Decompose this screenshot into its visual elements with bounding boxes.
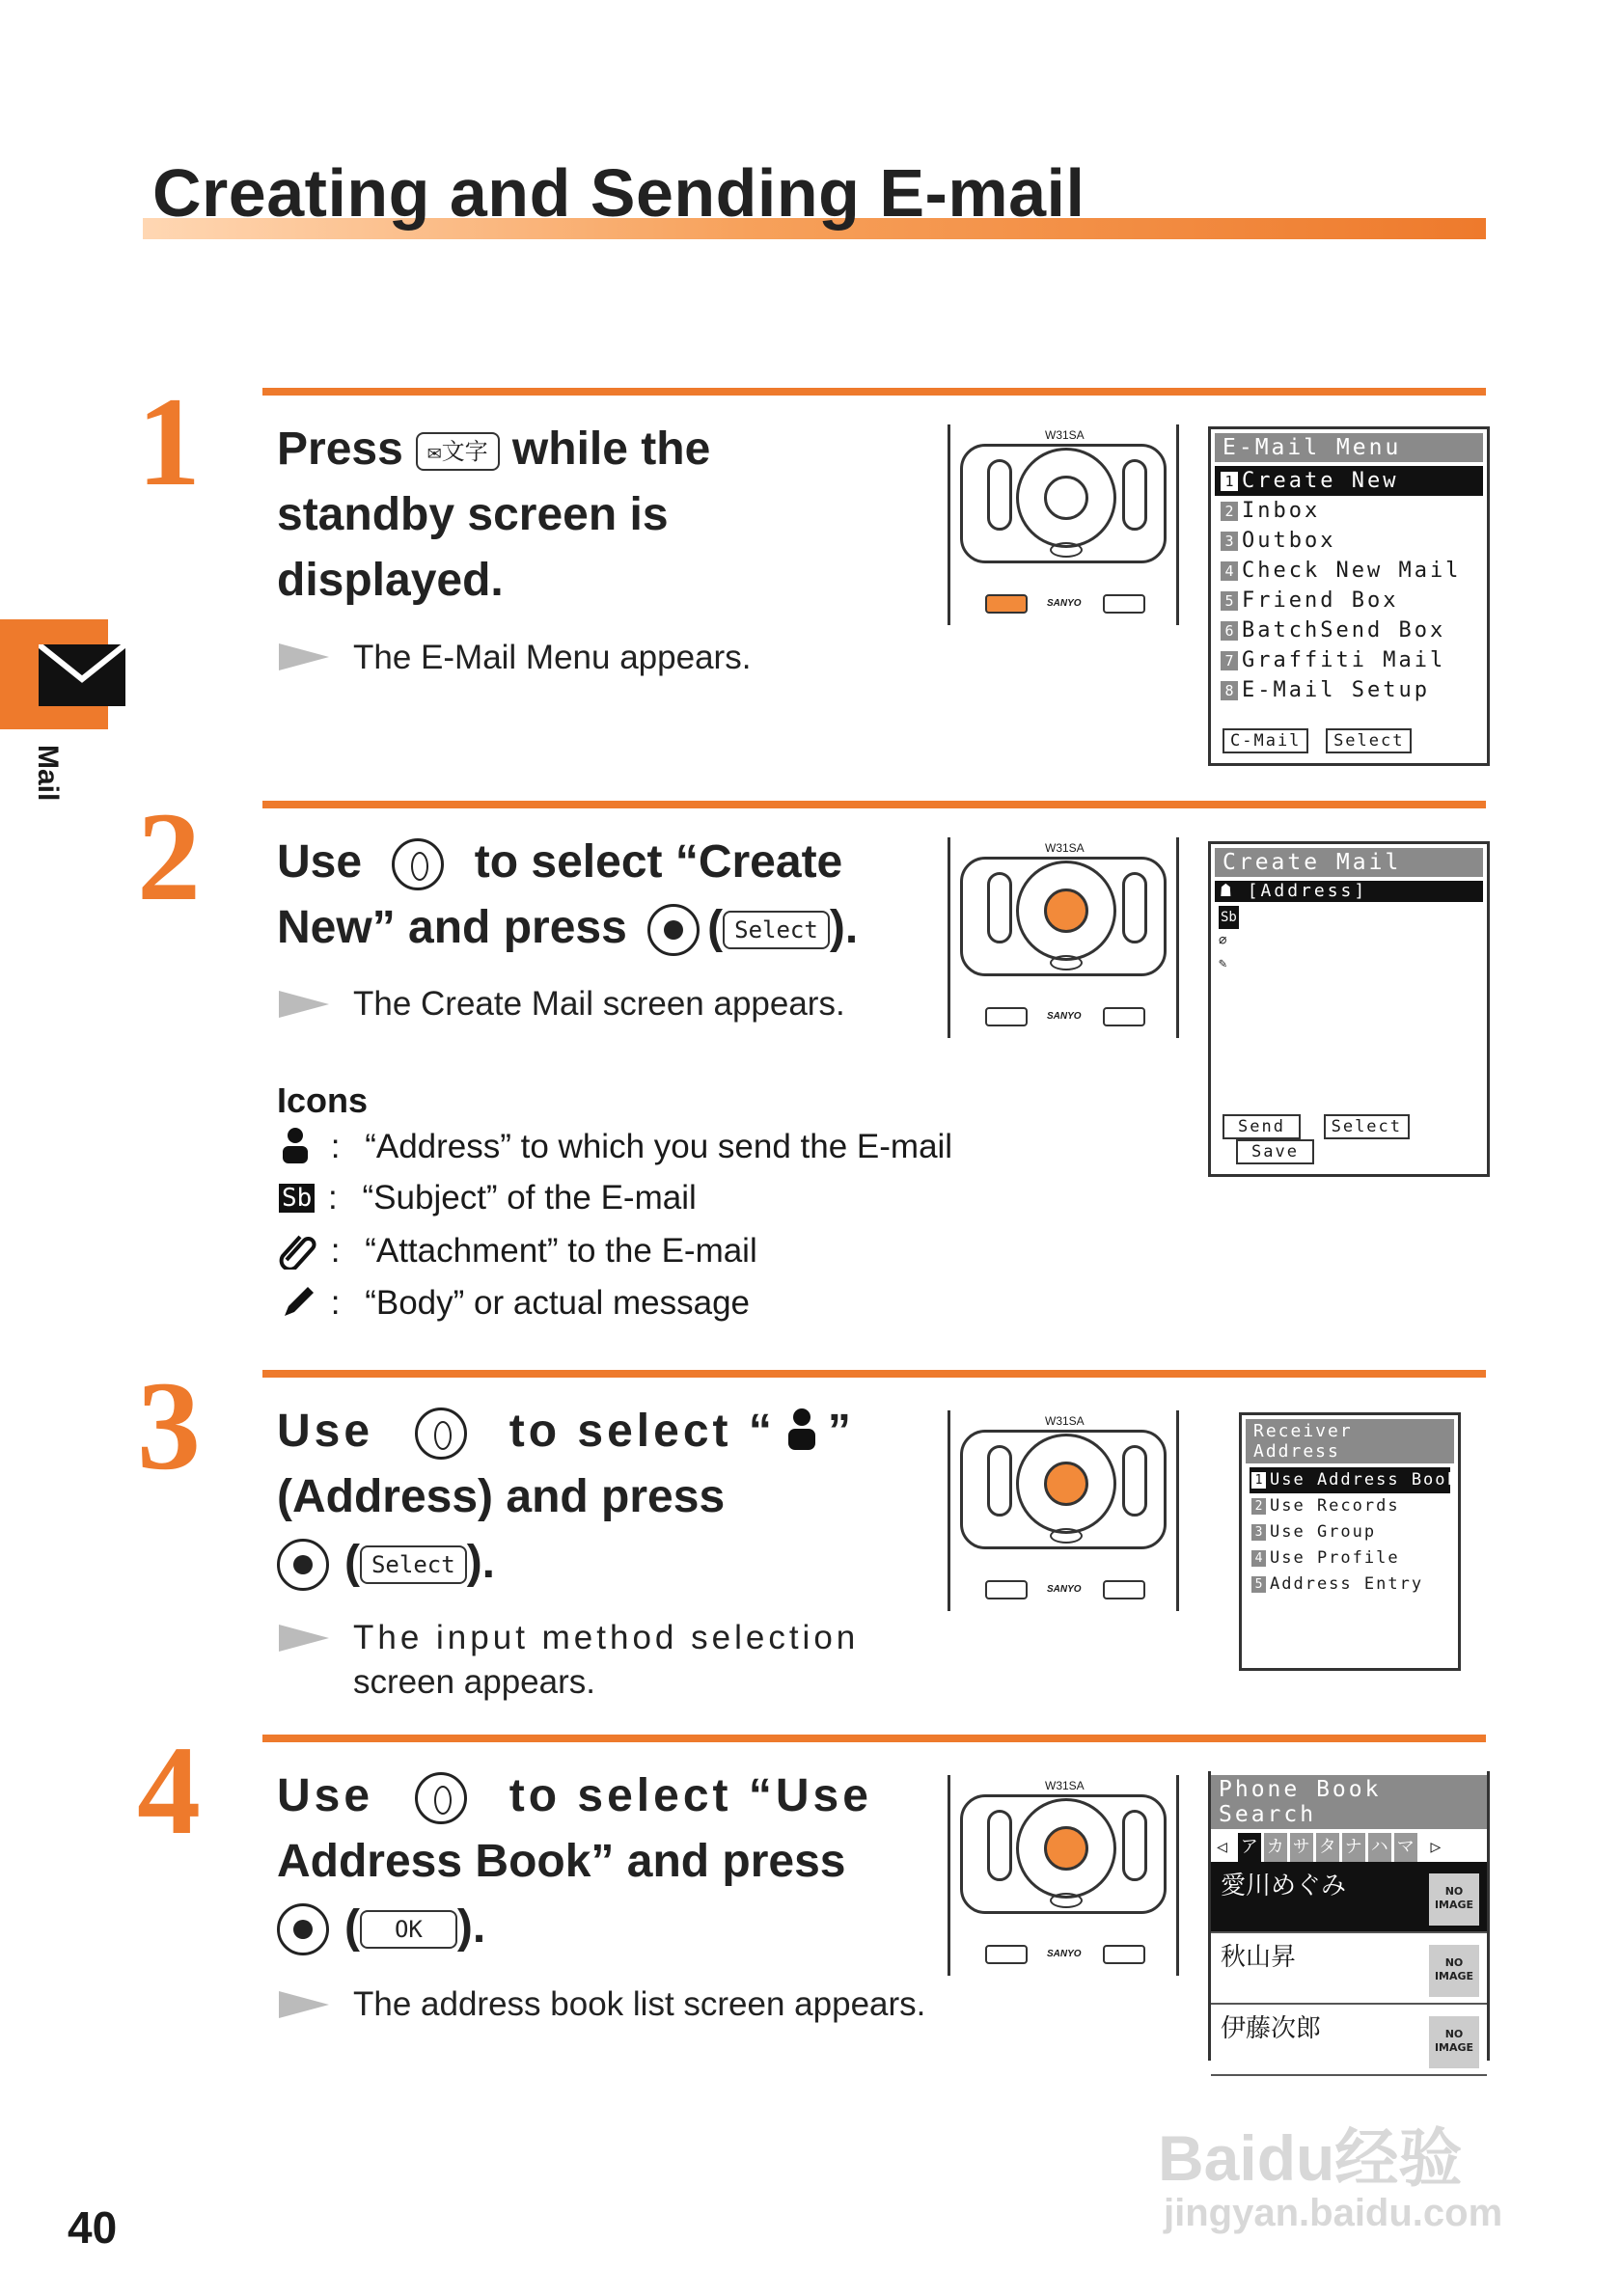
step-3-result: The input method selection xyxy=(353,1619,860,1656)
center-key xyxy=(1044,888,1088,933)
item-number: 4 xyxy=(1251,1550,1266,1567)
end-key xyxy=(1122,459,1147,531)
item-label: E-Mail Setup xyxy=(1242,678,1430,702)
select-softkey[interactable]: Select xyxy=(1326,728,1412,753)
select-softkey-icon: Select xyxy=(723,911,830,949)
paperclip-icon: ⌀ xyxy=(1219,933,1227,948)
clear-key xyxy=(1050,542,1083,558)
item-label: Create New xyxy=(1242,469,1399,493)
menu-item[interactable] xyxy=(1215,586,1483,615)
call-key xyxy=(987,1445,1012,1517)
navigation-key-icon xyxy=(392,838,444,890)
step-1-result: The E-Mail Menu appears. xyxy=(353,639,752,676)
symbol-softkey xyxy=(1103,594,1145,614)
kana-tabs: ◁ ア カ サ タ ナ ハ マ ▷ xyxy=(1211,1833,1487,1862)
step-2-rule xyxy=(262,801,1486,808)
step-1-text: displayed. xyxy=(277,555,504,606)
result-arrow-icon xyxy=(279,643,329,670)
step-4-text: ). xyxy=(456,1901,486,1953)
send-softkey[interactable]: Send xyxy=(1223,1114,1301,1139)
screen-title: Phone Book Search xyxy=(1211,1775,1487,1829)
watermark-logo: Baidu经验 xyxy=(1158,2122,1463,2194)
side-tab-label: Mail xyxy=(32,745,64,802)
pencil-icon xyxy=(279,1284,317,1322)
end-key xyxy=(1122,872,1147,943)
no-image-thumbnail: NO IMAGE xyxy=(1429,1873,1479,1926)
item-label: Outbox xyxy=(1242,529,1336,553)
kana-tab[interactable]: サ xyxy=(1290,1833,1313,1862)
contact-entry[interactable] xyxy=(1211,2005,1487,2076)
item-number: 3 xyxy=(1251,1524,1266,1541)
step-3-text: ” xyxy=(827,1406,855,1457)
select-softkey-icon: Select xyxy=(360,1545,467,1584)
mail-softkey xyxy=(985,1945,1028,1964)
brand-label: SANYO xyxy=(1047,598,1082,609)
call-key xyxy=(987,1810,1012,1881)
kana-tab[interactable]: マ xyxy=(1394,1833,1417,1862)
icon-legend-row: Sb : “Subject” of the E-mail xyxy=(279,1179,697,1217)
page-title: Creating and Sending E-mail xyxy=(152,155,1085,231)
step-3-text: (Address) and press xyxy=(277,1471,726,1522)
model-label: W31SA xyxy=(1045,841,1085,855)
center-key-icon xyxy=(277,1903,329,1955)
contact-name: 秋山昇 xyxy=(1221,1943,1297,1972)
menu-item[interactable] xyxy=(1215,526,1483,556)
end-key xyxy=(1122,1445,1147,1517)
center-key-icon xyxy=(277,1539,329,1591)
clear-key xyxy=(1050,1893,1083,1908)
item-number: 7 xyxy=(1221,651,1238,670)
menu-item[interactable] xyxy=(1215,556,1483,586)
page-number: 40 xyxy=(68,2202,118,2253)
mail-key-icon: ✉文字 xyxy=(416,432,499,471)
result-arrow-icon xyxy=(279,1625,329,1652)
screen-softkeys xyxy=(1223,1114,1487,1164)
step-2-result: The Create Mail screen appears. xyxy=(353,985,845,1023)
symbol-softkey xyxy=(1103,1945,1145,1964)
item-number: 3 xyxy=(1221,532,1238,551)
screen-title: E-Mail Menu xyxy=(1215,433,1483,462)
menu-item[interactable] xyxy=(1215,615,1483,645)
save-softkey[interactable]: Save xyxy=(1236,1139,1314,1164)
step-3-text: ). xyxy=(466,1537,496,1588)
step-3-text: Use xyxy=(277,1406,374,1457)
contact-entry[interactable] xyxy=(1211,1862,1487,1933)
contact-entry[interactable] xyxy=(1211,1933,1487,2005)
item-label: Friend Box xyxy=(1242,588,1399,613)
select-softkey[interactable]: Select xyxy=(1324,1114,1410,1139)
address-field[interactable] xyxy=(1215,881,1483,902)
ok-softkey-icon: OK xyxy=(360,1910,457,1949)
menu-item[interactable] xyxy=(1215,645,1483,675)
brand-label: SANYO xyxy=(1047,1949,1082,1959)
end-key xyxy=(1122,1810,1147,1881)
navigation-key-icon xyxy=(415,1408,467,1460)
envelope-icon xyxy=(39,644,125,706)
icon-legend-row: : “Address” to which you send the E-mail xyxy=(279,1127,952,1166)
center-key-icon xyxy=(647,904,700,956)
kana-tab[interactable]: ア xyxy=(1238,1833,1261,1862)
step-1-text: standby screen is xyxy=(277,489,669,540)
item-number: 5 xyxy=(1251,1576,1266,1593)
symbol-softkey xyxy=(1103,1580,1145,1599)
icon-legend-text: “Body” or actual message xyxy=(365,1284,750,1322)
step-3-result: screen appears. xyxy=(353,1663,595,1701)
step-1-text: while the xyxy=(511,424,711,475)
icons-heading: Icons xyxy=(277,1080,369,1120)
step-3-rule xyxy=(262,1370,1486,1378)
icon-legend-row: : “Attachment” to the E-mail xyxy=(279,1231,757,1271)
navigation-key-icon xyxy=(415,1772,467,1824)
contact-name: 愛川めぐみ xyxy=(1221,1872,1347,1900)
icon-legend-text: “Attachment” to the E-mail xyxy=(365,1232,757,1270)
step-2-text: Use xyxy=(277,836,363,888)
step-2-text: ). xyxy=(829,902,859,953)
item-number: 6 xyxy=(1221,621,1238,641)
step-3-text: to select “ xyxy=(508,1406,776,1457)
menu-item[interactable] xyxy=(1215,496,1483,526)
step-4-result: The address book list screen appears. xyxy=(353,1985,926,2023)
item-label: Check New Mail xyxy=(1242,559,1462,583)
icon-legend-row: : “Body” or actual message xyxy=(279,1283,750,1323)
kana-tab[interactable]: タ xyxy=(1316,1833,1339,1862)
no-image-thumbnail: NO IMAGE xyxy=(1429,1945,1479,1997)
phone-keypad-illustration xyxy=(948,1775,1179,1976)
watermark-url: jingyan.baidu.com xyxy=(1164,2192,1503,2234)
icon-legend-text: “Subject” of the E-mail xyxy=(362,1179,697,1216)
screen-title: Create Mail xyxy=(1215,848,1483,877)
receiver-address-screen xyxy=(1239,1412,1461,1671)
phone-keypad-illustration xyxy=(948,1410,1179,1611)
item-number: 2 xyxy=(1221,502,1238,521)
clear-key xyxy=(1050,1528,1083,1544)
model-label: W31SA xyxy=(1045,1414,1085,1428)
model-label: W31SA xyxy=(1045,1779,1085,1792)
pencil-icon: ✎ xyxy=(1219,956,1227,971)
item-label: Inbox xyxy=(1242,499,1321,523)
phone-keypad-illustration xyxy=(948,837,1179,1038)
item-label: Address Entry xyxy=(1270,1574,1424,1594)
c-mail-softkey[interactable]: C-Mail xyxy=(1223,728,1308,753)
kana-tab[interactable]: カ xyxy=(1264,1833,1287,1862)
screen-title: Receiver Address xyxy=(1246,1419,1454,1463)
person-icon xyxy=(776,1406,828,1457)
kana-tab[interactable]: ナ xyxy=(1342,1833,1365,1862)
phone-keypad-illustration xyxy=(948,424,1179,625)
contact-name: 伊藤次郎 xyxy=(1221,2014,1322,2043)
screen-softkeys xyxy=(1223,728,1412,753)
step-4-text: Use xyxy=(277,1770,374,1821)
mail-softkey xyxy=(985,1580,1028,1599)
call-key xyxy=(987,459,1012,531)
brand-label: SANYO xyxy=(1047,1011,1082,1022)
menu-item[interactable] xyxy=(1215,466,1483,496)
kana-tab[interactable]: ハ xyxy=(1368,1833,1391,1862)
phone-book-search-screen xyxy=(1208,1771,1490,2061)
step-2-text: to select “Create xyxy=(474,836,843,888)
step-4-text: Address Book” and press xyxy=(277,1836,846,1887)
no-image-thumbnail: NO IMAGE xyxy=(1429,2016,1479,2068)
item-number: 2 xyxy=(1251,1498,1266,1515)
step-4-instruction: Use to select “Use Address Book” and press ( OK ). xyxy=(277,1763,894,1960)
model-label: W31SA xyxy=(1045,428,1085,442)
center-key xyxy=(1044,476,1088,520)
subject-icon: Sb xyxy=(1219,906,1239,929)
step-4-rule xyxy=(262,1735,1486,1742)
item-label: Graffiti Mail xyxy=(1242,648,1446,672)
icon-legend-text: “Address” to which you send the E-mail xyxy=(365,1128,953,1165)
item-label: Use Group xyxy=(1270,1522,1377,1542)
menu-item[interactable] xyxy=(1250,1545,1450,1572)
item-label: BatchSend Box xyxy=(1242,618,1446,642)
mail-field-icons xyxy=(1219,906,1479,975)
subject-icon: Sb xyxy=(279,1184,315,1213)
item-number: 1 xyxy=(1221,472,1238,491)
center-key xyxy=(1044,1462,1088,1506)
result-arrow-icon xyxy=(279,1991,329,2018)
brand-label: SANYO xyxy=(1047,1584,1082,1595)
item-label: Use Records xyxy=(1270,1496,1400,1516)
menu-item[interactable] xyxy=(1250,1572,1450,1598)
center-key xyxy=(1044,1826,1088,1871)
item-number: 1 xyxy=(1251,1472,1266,1489)
email-menu-screen xyxy=(1208,426,1490,766)
clear-key xyxy=(1050,955,1083,970)
step-1-instruction xyxy=(277,417,933,614)
item-number: 4 xyxy=(1221,561,1238,581)
step-1-rule xyxy=(262,388,1486,396)
item-number: 8 xyxy=(1221,681,1238,700)
step-2-instruction: Use to select “Create New” and press ( Select ). xyxy=(277,830,933,961)
step-number-2: 2 xyxy=(137,785,201,927)
result-arrow-icon xyxy=(279,991,329,1018)
menu-item[interactable] xyxy=(1250,1519,1450,1545)
menu-item[interactable] xyxy=(1250,1467,1459,1493)
mail-softkey xyxy=(985,594,1028,614)
person-icon xyxy=(279,1128,312,1165)
step-number-4: 4 xyxy=(137,1719,201,1861)
call-key xyxy=(987,872,1012,943)
step-3-instruction: Use to select “ ” (Address) and press ( Select ). xyxy=(277,1399,894,1596)
item-label: Use Profile xyxy=(1270,1548,1400,1568)
address-label: [Address] xyxy=(1247,881,1368,901)
create-mail-screen xyxy=(1208,841,1490,1177)
mail-softkey xyxy=(985,1007,1028,1026)
paperclip-icon xyxy=(279,1232,317,1270)
step-number-3: 3 xyxy=(137,1354,201,1496)
item-label: Use Address Book xyxy=(1270,1470,1459,1490)
menu-item[interactable] xyxy=(1250,1493,1450,1519)
person-icon: ☗ xyxy=(1221,881,1234,901)
step-1-text: Press xyxy=(277,424,403,475)
menu-item[interactable] xyxy=(1215,675,1483,705)
step-2-text: New” and press xyxy=(277,902,627,953)
symbol-softkey xyxy=(1103,1007,1145,1026)
item-number: 5 xyxy=(1221,591,1238,611)
step-4-text: to select “Use xyxy=(508,1770,872,1821)
step-number-1: 1 xyxy=(137,370,201,512)
